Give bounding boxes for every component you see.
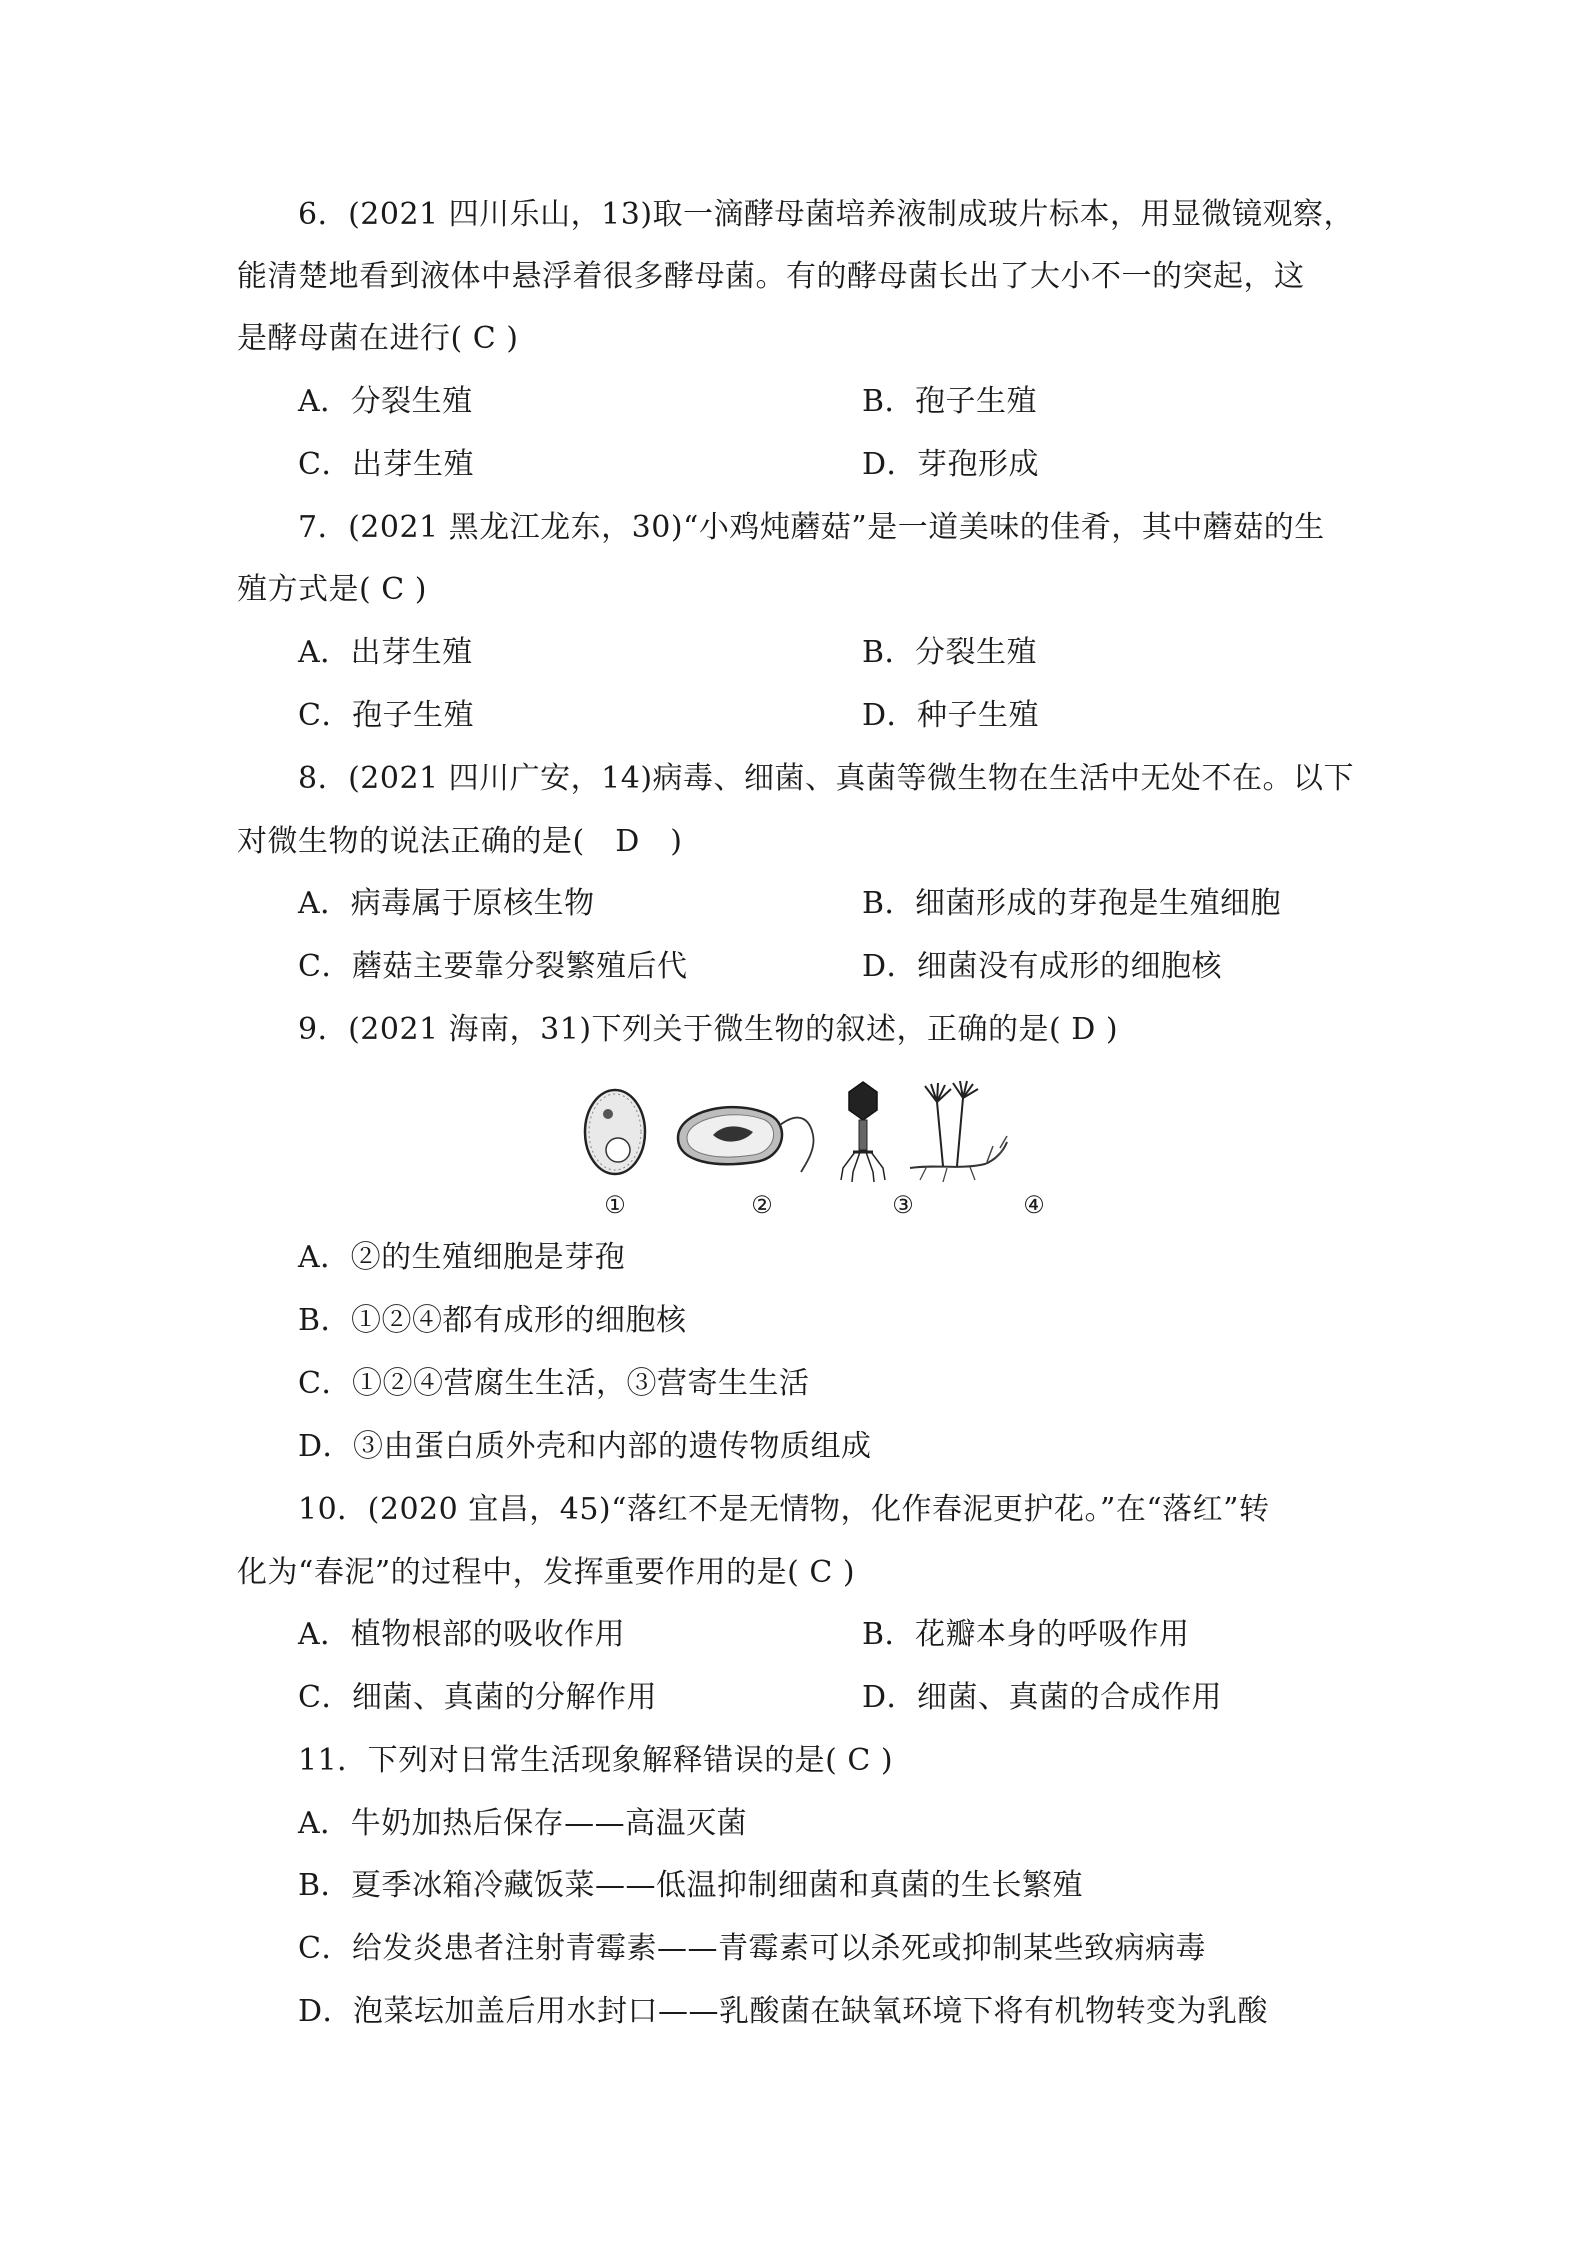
q8-stem-line-1: 8．(2021 四川广安，14)病毒、细菌、真菌等微生物在生活中无处不在。以下 [298,761,1355,796]
q10-option-b: B．花瓣本身的呼吸作用 [862,1617,1190,1652]
q8-option-a: A．病毒属于原核生物 [298,886,595,921]
q6-option-a: A．分裂生殖 [298,384,473,419]
q6-option-c: C．出芽生殖 [298,447,474,482]
q8-option-c: C．蘑菇主要靠分裂繁殖后代 [298,949,688,984]
q11-option-d: D．泡菜坛加盖后用水封口——乳酸菌在缺氧环境下将有机物转变为乳酸 [298,1994,1269,2029]
q8-option-d: D．细菌没有成形的细胞核 [862,949,1223,984]
q6-option-d: D．芽孢形成 [862,447,1040,482]
q10-option-c: C．细菌、真菌的分解作用 [298,1680,657,1715]
q10-stem-line-2: 化为“春泥”的过程中，发挥重要作用的是( C ) [237,1555,856,1590]
q7-option-c: C．孢子生殖 [298,698,474,733]
mold-icon [910,1081,1007,1182]
bacterium-icon [678,1107,814,1172]
q9-option-b: B．①②④都有成形的细胞核 [298,1303,687,1338]
q9-option-d: D．③由蛋白质外壳和内部的遗传物质组成 [298,1429,872,1464]
microbe-illustrations [575,1080,1075,1190]
q9-stem-line-1: 9．(2021 海南，31)下列关于微生物的叙述，正确的是( D ) [298,1012,1119,1047]
q9-option-a: A．②的生殖细胞是芽孢 [298,1240,626,1275]
q9-option-c: C．①②④营腐生生活，③营寄生生活 [298,1366,810,1401]
q11-option-b: B．夏季冰箱冷藏饭菜——低温抑制细菌和真菌的生长繁殖 [298,1868,1084,1903]
q6-stem-line-2: 能清楚地看到液体中悬浮着很多酵母菌。有的酵母菌长出了大小不一的突起，这 [237,259,1305,294]
q7-option-a: A．出芽生殖 [298,635,473,670]
q8-option-b: B．细菌形成的芽孢是生殖细胞 [862,886,1282,921]
q11-option-a: A．牛奶加热后保存——高温灭菌 [298,1806,748,1841]
q11-stem-line-1: 11．下列对日常生活现象解释错误的是( C ) [298,1743,894,1778]
figure-label-4: ④ [1023,1191,1045,1219]
q6-stem-line-3: 是酵母菌在进行( C ) [237,321,519,356]
figure-label-1: ① [604,1191,626,1219]
q6-stem-line-1: 6．(2021 四川乐山，13)取一滴酵母菌培养液制成玻片标本，用显微镜观察， [298,197,1355,232]
figure-label-3: ③ [892,1191,914,1219]
q10-option-d: D．细菌、真菌的合成作用 [862,1680,1223,1715]
yeast-cell-icon [585,1090,645,1174]
bacteriophage-icon [841,1082,885,1182]
q7-stem-line-1: 7．(2021 黑龙江龙东，30)“小鸡炖蘑菇”是一道美味的佳肴，其中蘑菇的生 [298,510,1325,545]
q8-stem-line-2: 对微生物的说法正确的是( D ) [237,824,683,859]
figure-label-2: ② [751,1191,773,1219]
q6-option-b: B．孢子生殖 [862,384,1038,419]
q10-option-a: A．植物根部的吸收作用 [298,1617,626,1652]
q7-option-b: B．分裂生殖 [862,635,1038,670]
q11-option-c: C．给发炎患者注射青霉素——青霉素可以杀死或抑制某些致病病毒 [298,1931,1206,1966]
q7-stem-line-2: 殖方式是( C ) [237,572,427,607]
q7-option-d: D．种子生殖 [862,698,1040,733]
q10-stem-line-1: 10．(2020 宜昌，45)“落红不是无情物，化作春泥更护花。”在“落红”转 [298,1492,1270,1527]
microbe-figure [575,1080,1075,1230]
